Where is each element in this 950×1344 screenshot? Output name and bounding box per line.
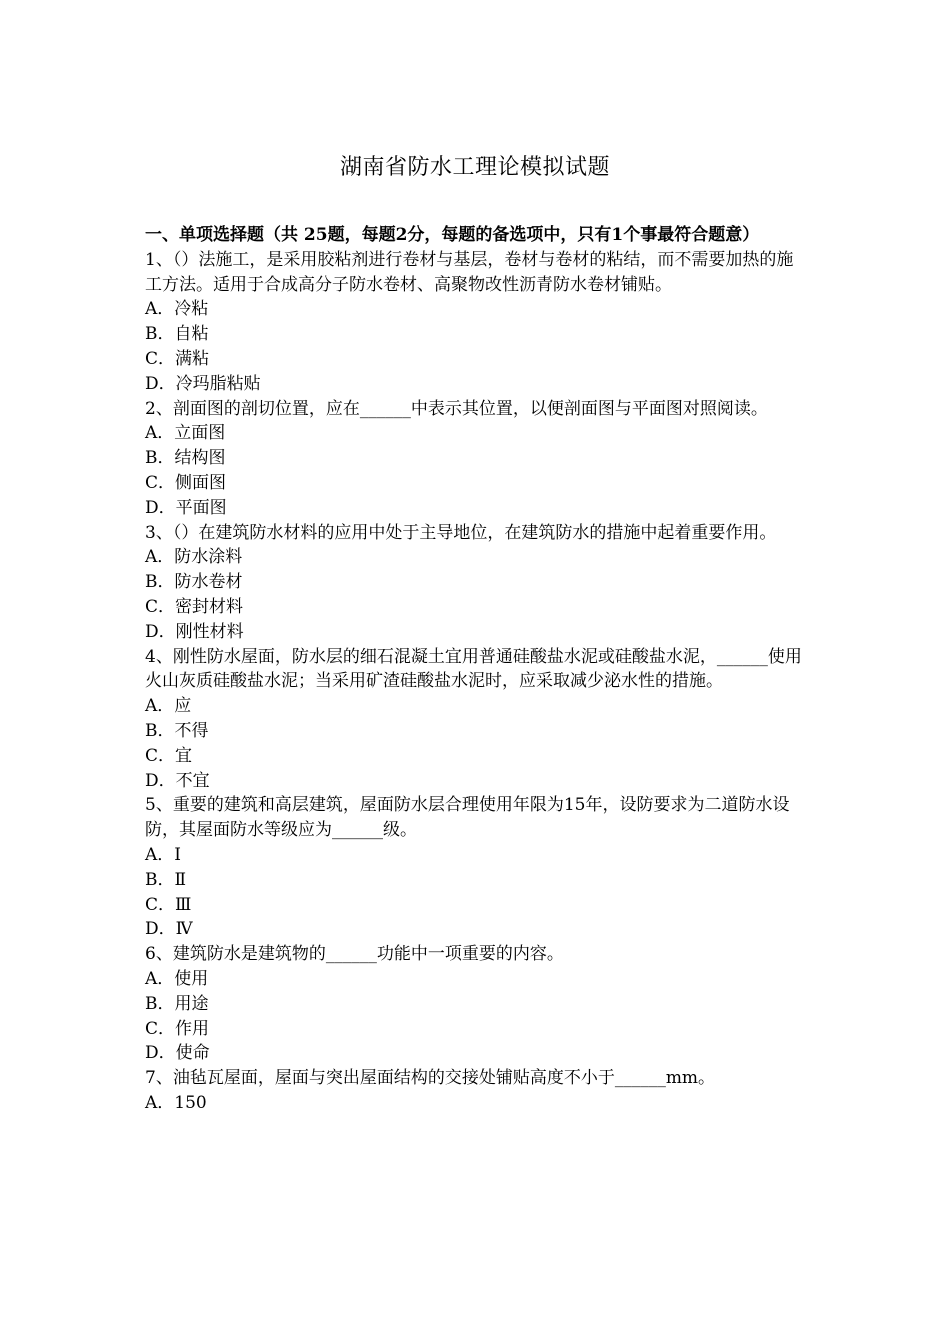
question-text: 2、剖面图的剖切位置，应在______中表示其位置，以便剖面图与平面图对照阅读。 bbox=[145, 398, 768, 419]
option-b: B．结构图 bbox=[145, 448, 226, 469]
option-c: C．侧面图 bbox=[145, 472, 227, 493]
question-text: 6、建筑防水是建筑物的______功能中一项重要的内容。 bbox=[145, 944, 564, 965]
document-title: 湖南省防水工理论模拟试题 bbox=[339, 155, 610, 180]
option-c: C．满粘 bbox=[145, 348, 210, 369]
option-c: C．作用 bbox=[145, 1018, 210, 1039]
option-a: A．Ⅰ bbox=[145, 844, 181, 865]
option-a: A．150 bbox=[145, 1092, 207, 1113]
option-a: A．应 bbox=[145, 696, 192, 717]
question-2 bbox=[145, 397, 810, 521]
question-7 bbox=[145, 1066, 810, 1116]
section-heading: 一、单项选择题（共 25题，每题2分，每题的备选项中，只有1个事最符合题意） bbox=[145, 225, 760, 245]
option-b: B．Ⅱ bbox=[145, 869, 187, 890]
question-1 bbox=[145, 248, 810, 397]
option-d: D．刚性材料 bbox=[145, 621, 244, 642]
option-b: B．防水卷材 bbox=[145, 572, 243, 593]
question-text: 5、重要的建筑和高层建筑，屋面防水层合理使用年限为15年，设防要求为二道防水设防，其屋面防水等级应为______级。 bbox=[145, 795, 790, 841]
question-text: 7、油毡瓦屋面，屋面与突出屋面结构的交接处铺贴高度不小于______mm。 bbox=[145, 1068, 716, 1089]
question-4 bbox=[145, 645, 810, 794]
question-6 bbox=[145, 942, 810, 1066]
question-text: 1、（）法施工，是采用胶粘剂进行卷材与基层，卷材与卷材的粘结，而不需要加热的施工方法。适用于合成高分子防水卷材、高聚物改性沥青防水卷材铺贴。 bbox=[145, 249, 794, 295]
option-b: B．自粘 bbox=[145, 324, 209, 345]
option-d: D．平面图 bbox=[145, 497, 227, 518]
question-text: 4、刚性防水屋面，防水层的细石混凝土宜用普通硅酸盐水泥或硅酸盐水泥，______使用火山灰质硅酸盐水泥；当采用矿渣硅酸盐水泥时，应采取减少泌水性的措施。 bbox=[145, 646, 802, 692]
option-a: A．防水涂料 bbox=[145, 547, 243, 568]
option-c: C．Ⅲ bbox=[145, 894, 192, 915]
option-c: C．密封材料 bbox=[145, 596, 244, 617]
option-b: B．用途 bbox=[145, 993, 209, 1014]
question-text: 3、（）在建筑防水材料的应用中处于主导地位，在建筑防水的措施中起着重要作用。 bbox=[145, 522, 777, 543]
option-a: A．使用 bbox=[145, 968, 209, 989]
option-d: D．冷玛脂粘贴 bbox=[145, 373, 261, 394]
option-b: B．不得 bbox=[145, 720, 209, 741]
option-d: D．不宜 bbox=[145, 770, 210, 791]
option-d: D．Ⅳ bbox=[145, 919, 193, 940]
question-5 bbox=[145, 793, 810, 942]
option-c: C．宜 bbox=[145, 745, 193, 766]
document-body bbox=[145, 223, 810, 1116]
option-a: A．冷粘 bbox=[145, 299, 209, 320]
option-a: A．立面图 bbox=[145, 423, 226, 444]
option-d: D．使命 bbox=[145, 1043, 210, 1064]
question-3 bbox=[145, 521, 810, 645]
